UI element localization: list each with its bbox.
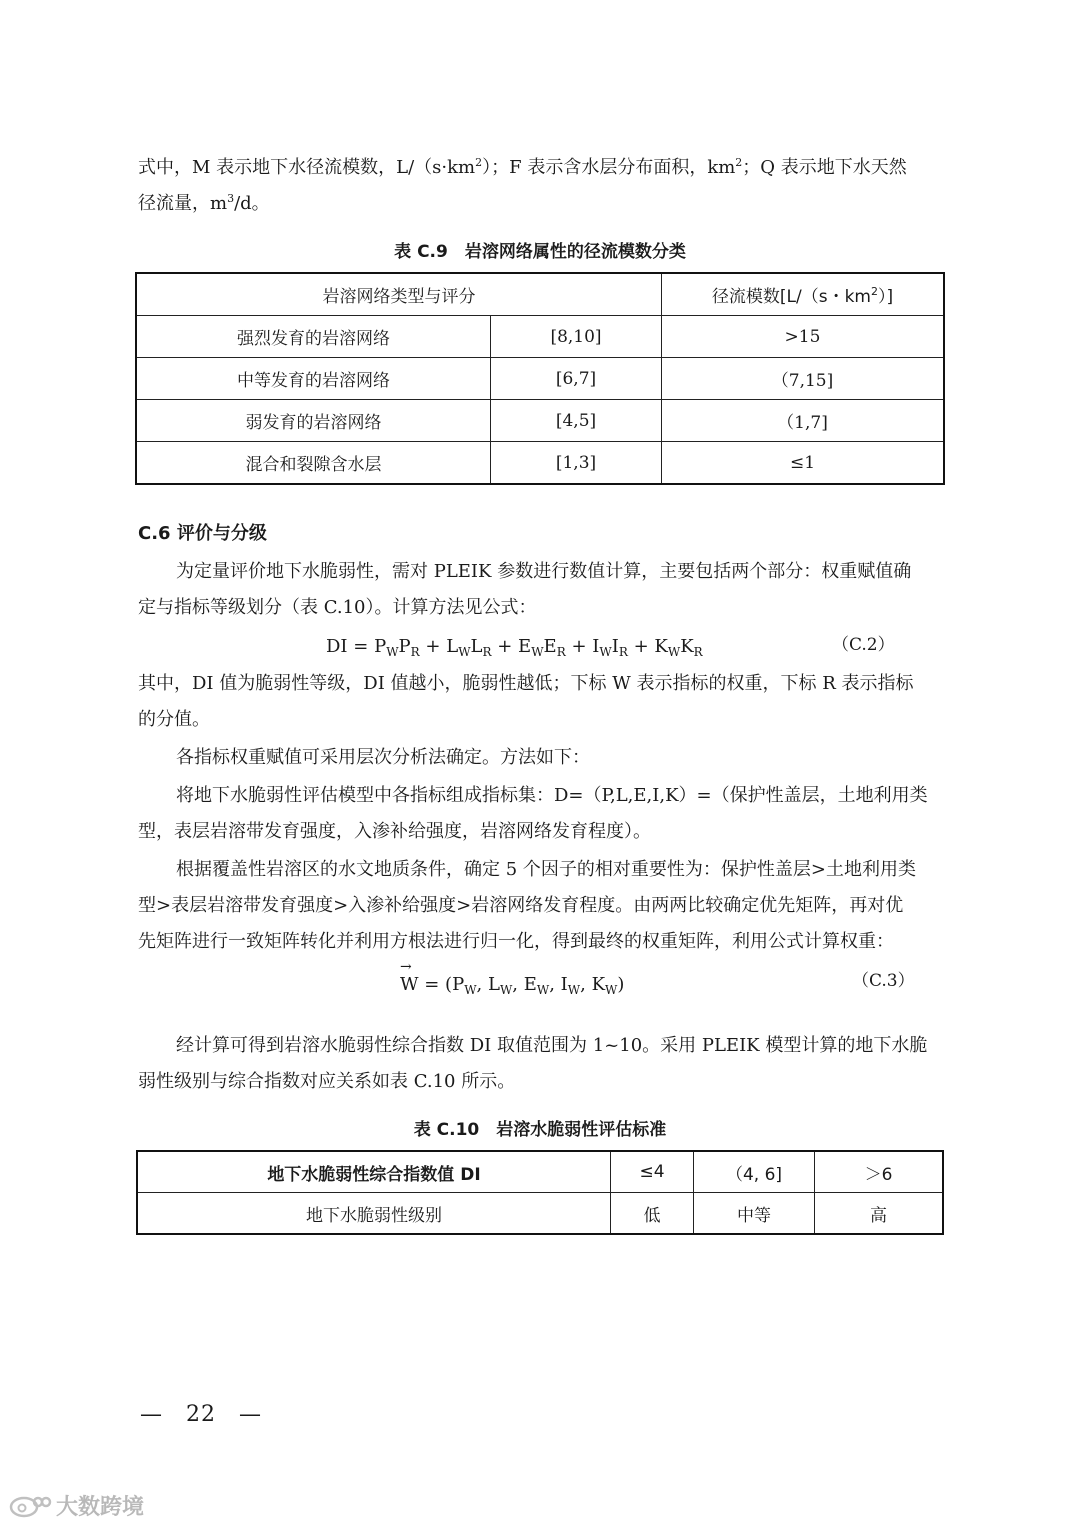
table-c9-caption: 表 C.9 岩溶网络属性的径流模数分类 — [394, 242, 686, 262]
equation-number-c3: （C.3） — [852, 971, 915, 991]
equation-c2: DI = $P_WP_R + L_WL_R + E_WE_R + I_WI_R + K_WK_R$ — [326, 636, 703, 659]
cell-type: 混合和裂隙含水层 — [136, 442, 491, 485]
cell-modulus: （7,15] — [662, 358, 945, 400]
paragraph-line: 的分值。 — [138, 709, 210, 730]
table-row — [136, 442, 944, 485]
paragraph-line: 定与指标等级划分（表 C.10）。计算方法见公式： — [138, 597, 537, 618]
paragraph-line: 弱性级别与综合指数对应关系如表 C.10 所示。 — [138, 1071, 516, 1092]
section-heading: C.6 评价与分级 — [138, 523, 267, 544]
paragraph-line: 根据覆盖性岩溶区的水文地质条件，确定 5 个因子的相对重要性为：保护性盖层>土地利用类 — [176, 859, 916, 880]
paragraph-line: 将地下水脆弱性评估模型中各指标组成指标集：D=（P,L,E,I,K）=（保护性盖层，土地利用类 — [176, 785, 928, 806]
paragraph-line: 型，表层岩溶带发育强度，入渗补给强度，岩溶网络发育程度）。 — [138, 821, 651, 842]
cell-modulus: >15 — [662, 316, 945, 358]
cell-type: 强烈发育的岩溶网络 — [136, 316, 491, 358]
table-header-row — [137, 1151, 943, 1193]
paragraph-line: 型>表层岩溶带发育强度>入渗补给强度>岩溶网络发育程度。由两两比较确定优先矩阵，再对优 — [138, 895, 904, 916]
cell-type: 弱发育的岩溶网络 — [136, 400, 491, 442]
table-c9 — [135, 272, 945, 485]
cell-score: [4,5] — [491, 400, 662, 442]
header-di-label: 地下水脆弱性综合指数值 DI — [137, 1151, 611, 1193]
cell-level-low: 低 — [611, 1193, 694, 1235]
table-row — [136, 316, 944, 358]
header-runoff-modulus: 径流模数[L/（s・$km^2$）] — [662, 273, 945, 316]
equation-number-c2: （C.2） — [832, 635, 895, 655]
page-number: — 22 — — [140, 1402, 262, 1427]
cell-level-label: 地下水脆弱性级别 — [137, 1193, 611, 1235]
paragraph-line: 其中，DI 值为脆弱性等级，DI 值越小，脆弱性越低；下标 W 表示指标的权重，下标 R 表示指标 — [138, 673, 914, 694]
paragraph-line: 各指标权重赋值可采用层次分析法确定。方法如下： — [176, 747, 590, 768]
paragraph-line: 经计算可得到岩溶水脆弱性综合指数 DI 取值范围为 1~10。采用 PLEIK 模型计算的地下水脆 — [176, 1035, 928, 1056]
watermark-text: 大数跨境 — [56, 1494, 145, 1520]
cell-modulus: （1,7] — [662, 400, 945, 442]
cell-level-mid: 中等 — [694, 1193, 815, 1235]
cell-type: 中等发育的岩溶网络 — [136, 358, 491, 400]
header-range-high: ＞6 — [815, 1151, 944, 1193]
header-range-mid: （4, 6] — [694, 1151, 815, 1193]
cell-level-high: 高 — [815, 1193, 944, 1235]
cell-score: [6,7] — [491, 358, 662, 400]
intro-line-2: 径流量，$m^3/d$。 — [138, 192, 270, 214]
table-row — [137, 1193, 943, 1235]
table-row — [136, 400, 944, 442]
table-row — [136, 358, 944, 400]
header-range-low: ≤4 — [611, 1151, 694, 1193]
cell-modulus: ≤1 — [662, 442, 945, 485]
vector-arrow-icon: → — [400, 959, 412, 975]
table-c10 — [136, 1150, 944, 1235]
watermark — [8, 1490, 144, 1520]
header-network-type: 岩溶网络类型与评分 — [136, 273, 662, 316]
table-c10-caption: 表 C.10 岩溶水脆弱性评估标准 — [413, 1120, 667, 1140]
intro-line-1: 式中，M 表示地下水径流模数，$L/(s\cdot km^2)$；F 表示含水层分布面积，$km^2$；Q 表示地下水天然 — [138, 156, 907, 178]
paragraph-line: 为定量评价地下水脆弱性，需对 PLEIK 参数进行数值计算，主要包括两个部分：权重赋值确 — [176, 561, 912, 582]
equation-c3: → $W = (P_W$, $L_W$, $E_W$, $I_W$, $K_W$) — [400, 959, 625, 997]
paragraph-line: 先矩阵进行一致矩阵转化并利用方根法进行归一化，得到最终的权重矩阵，利用公式计算权重： — [138, 931, 894, 952]
weibo-logo-icon — [8, 1492, 52, 1518]
cell-score: [8,10] — [491, 316, 662, 358]
cell-score: [1,3] — [491, 442, 662, 485]
table-header-row — [136, 273, 944, 316]
